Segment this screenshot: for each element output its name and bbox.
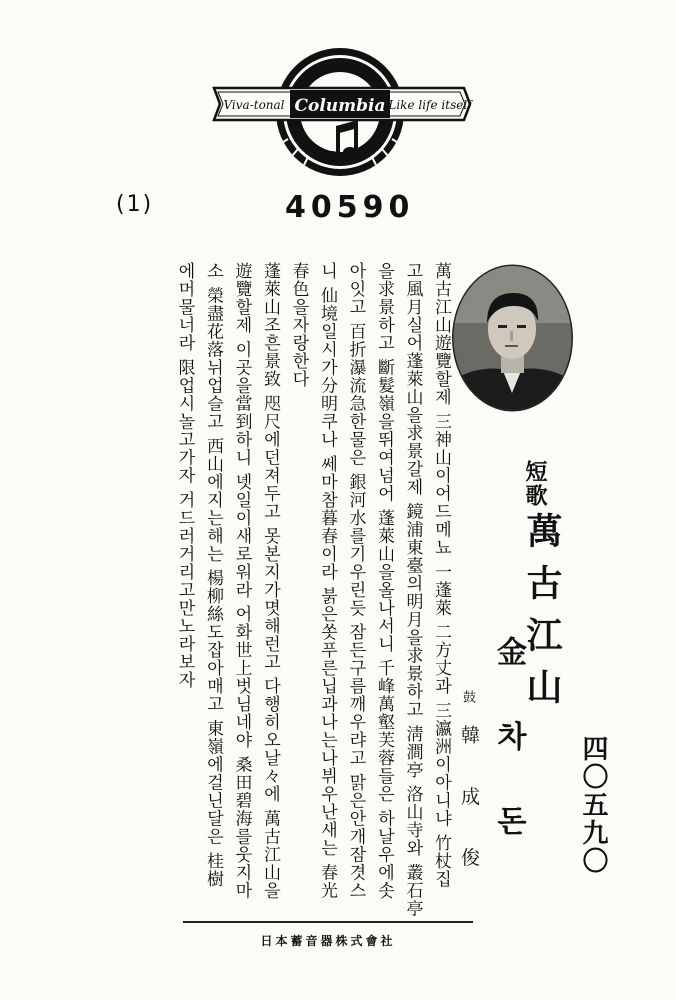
lyric-line: 蓬萊山조흔景致 咫尺에던져두고 못본지가몃해런고 다행히오날々에 萬古江山을: [260, 262, 280, 900]
singer-name: 金 차 돈: [491, 636, 526, 857]
singer-portrait: [451, 263, 574, 413]
footer-divider: [183, 921, 473, 923]
left-slogan: Viva-tonal: [223, 98, 285, 112]
catalog-number: 四〇五九〇: [578, 735, 608, 875]
right-slogan: Like life itself: [388, 98, 472, 112]
columbia-logo: [208, 44, 473, 180]
lyrics-block: [110, 262, 455, 922]
song-title: 萬古江山: [521, 512, 563, 720]
lyric-line: 萬古江山遊覽할제 三神山이어드메뇨 一蓬萊 二方丈과 三瀛洲이아니냐 竹杖집: [431, 262, 451, 889]
lyric-line: 소 榮盡花落뉘업슬고 西山에지는해는 楊柳絲도잡아매고 東嶺에걸닌달은 桂樹: [203, 262, 223, 889]
performer-name: 韓 成 俊: [458, 725, 480, 885]
record-number: 40590: [285, 190, 415, 225]
columbia-emblem-graphic: [208, 44, 473, 180]
lyric-line: 을求景하고 斷髮嶺을뛰여넘어 蓬萊山을올나서니 千峰萬壑芙蓉들은 하날우에솟: [374, 262, 394, 900]
lyric-line: 고風月실어蓬萊山을求景갈제 鏡浦東臺의明月을求景하고 淸澗亭 洛山寺와 叢石亭: [402, 262, 423, 918]
brand-name: Columbia: [294, 96, 386, 116]
lyric-line: 니 仙境일시가分明쿠나 쎄마참暮春이라 붉은쏫푸른닙과나는나뷔우난새는 春光: [317, 262, 337, 900]
publisher-footer: 日本蓄音器株式會社: [260, 934, 396, 948]
side-mark: (1): [116, 192, 154, 217]
lyric-line: 에머물너라 限업시놀고가자 거드러거리고만노라보자: [174, 262, 195, 689]
performer-role: 鼓: [460, 690, 475, 703]
lyric-line: 아잇고 百折瀑流急한물은 銀河水를기우린듯 잠든구름깨우랴고 맑은안개잠겻스: [345, 262, 366, 900]
lyric-line: 春色을자랑한다: [288, 262, 309, 388]
genre-label: 短歌: [522, 460, 548, 508]
lyric-line: 遊覽할제 이곳을當到하니 녯일이새로워라 어화世上벗님네야 桑田碧海를웃지마: [231, 262, 252, 900]
